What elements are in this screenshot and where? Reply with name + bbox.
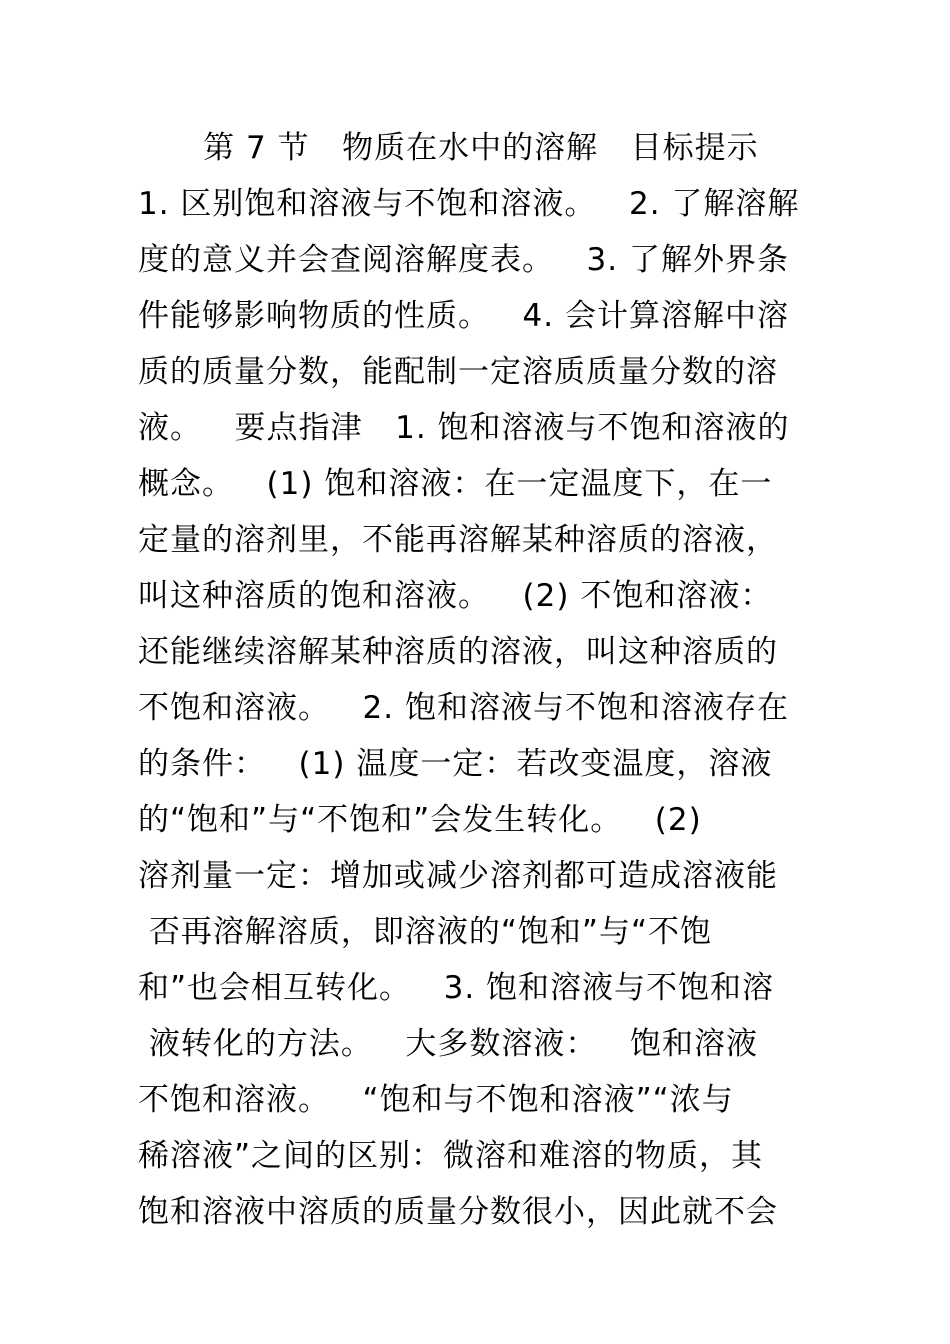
text-line-8: 定量的溶剂里，不能再溶解某种溶质的溶液，	[138, 522, 778, 558]
text-line-19: 稀溶液”之间的区别：微溶和难溶的物质，其	[138, 1138, 764, 1174]
body-text	[138, 120, 818, 1240]
text-line-16: 和”也会相互转化。 3. 饱和溶液与不饱和溶	[138, 970, 775, 1006]
text-line-17: 液转化的方法。 大多数溶液： 饱和溶液	[138, 1026, 758, 1062]
text-line-12: 的条件： (1) 温度一定：若改变温度，溶液	[138, 746, 773, 782]
text-line-6: 液。 要点指津 1. 饱和溶液与不饱和溶液的	[138, 410, 790, 446]
text-line-14: 溶剂量一定：增加或减少溶剂都可造成溶液能	[138, 858, 778, 894]
text-line-2: 1. 区别饱和溶液与不饱和溶液。 2. 了解溶解	[138, 186, 800, 222]
text-line-13: 的“饱和”与“不饱和”会发生转化。 (2)	[138, 802, 702, 838]
text-line-10: 还能继续溶解某种溶质的溶液，叫这种溶质的	[138, 634, 778, 670]
text-line-5: 质的质量分数，能配制一定溶质质量分数的溶	[138, 354, 778, 390]
text-line-3: 度的意义并会查阅溶解度表。 3. 了解外界条	[138, 242, 789, 278]
text-line-18: 不饱和溶液。 “饱和与不饱和溶液”“浓与	[138, 1082, 734, 1118]
text-line-1: 第 7 节 物质在水中的溶解 目标提示	[138, 130, 759, 166]
text-line-11: 不饱和溶液。 2. 饱和溶液与不饱和溶液存在	[138, 690, 789, 726]
text-line-7: 概念。 (1) 饱和溶液：在一定温度下，在一	[138, 466, 773, 502]
text-line-9: 叫这种溶质的饱和溶液。 (2) 不饱和溶液：	[138, 578, 773, 614]
text-line-20: 饱和溶液中溶质的质量分数很小，因此就不会	[138, 1194, 778, 1230]
text-line-4: 件能够影响物质的性质。 4. 会计算溶解中溶	[138, 298, 789, 334]
text-line-15: 否再溶解溶质，即溶液的“饱和”与“不饱	[138, 914, 713, 950]
